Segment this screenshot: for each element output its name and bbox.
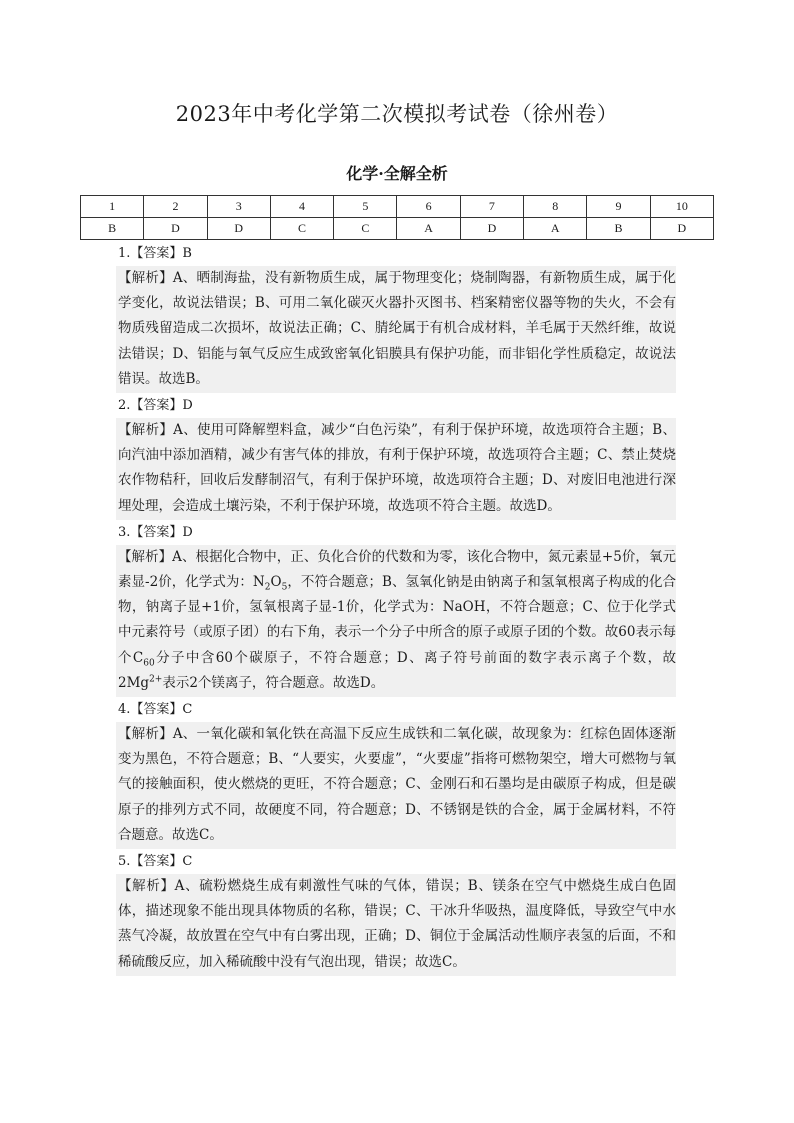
table-cell-answer: D: [207, 218, 270, 240]
table-cell-answer: D: [650, 218, 713, 240]
answer-label: 2.【答案】D: [118, 398, 193, 414]
answer-table-numbers-row: [81, 196, 714, 218]
table-cell-number: 3: [207, 196, 270, 218]
page-subtitle: 化学·全解全析: [346, 164, 448, 183]
answer-label: 3.【答案】D: [118, 524, 193, 540]
answer-label: 5.【答案】C: [118, 854, 193, 870]
table-cell-number: 1: [81, 196, 144, 218]
table-cell-answer: D: [460, 218, 523, 240]
explanation-block: 【解析】A、硫粉燃烧生成有刺激性气味的气体，错误；B、镁条在空气中燃烧生成白色固体，描述现象不能出现具体物质的名称，错误；C、干冰升华吸热，温度降低，导致空气中水蒸气冷凝，故放置在空气中有白雾出现，正确；D、铜位于金属活动性顺序表氢的后面，不和稀硫酸反应，加入稀硫酸中没有气泡出现，错误；故选C。: [116, 874, 676, 976]
superscript: 2+: [149, 674, 163, 685]
table-cell-answer: A: [524, 218, 587, 240]
explanation-block: 【解析】A、晒制海盐，没有新物质生成，属于物理变化；烧制陶器，有新物质生成，属于化学变化，故说法错误；B、可用二氧化碳灭火器扑灭图书、档案精密仪器等物的失火，不会有物质残留造成二次损坏，故说法正确；C、腈纶属于有机合成材料，羊毛属于天然纤维，故说法错误；D、铝能与氧气反应生成致密氧化铝膜具有保护功能，而非铝化学性质稳定，故说法错误。故选B。: [116, 266, 676, 393]
table-cell-number: 5: [334, 196, 397, 218]
explanation-block: 【解析】A、一氧化碳和氧化铁在高温下反应生成铁和二氧化碳，故现象为：红棕色固体逐渐变为黑色，不符合题意；B、“人要实，火要虚”，“火要虚”指将可燃物架空，增大可燃物与氧气的接触面积，使火燃烧的更旺，不符合题意；C、金刚石和石墨均是由碳原子构成，但是碳原子的排列方式不同，故硬度不同，符合题意；D、不锈钢是铁的合金，属于金属材料，不符合题意。故选C。: [116, 722, 676, 849]
answer-label: 1.【答案】B: [118, 246, 192, 261]
table-cell-number: 8: [524, 196, 587, 218]
explanation-block: [116, 545, 676, 697]
explanation-text: 【解析】A、根据化合物中，正、负化合价的代数和为零，该化合物中，氮元素显+5价，氧元素显-2价，化学式为：N: [118, 548, 676, 591]
subscript: 60: [143, 658, 155, 669]
page-title: 2023年中考化学第二次模拟考试卷（徐州卷）: [175, 102, 619, 126]
subscript: 2: [264, 582, 271, 593]
explanation-text: 分子中含60个碳原子，不符合题意；D、离子符号前面的数字表示离子个数，故2Mg: [118, 649, 676, 691]
answer-table: [80, 195, 714, 240]
subscript: 5: [281, 582, 288, 593]
answer-table-answers-row: [81, 218, 714, 240]
table-cell-number: 2: [144, 196, 207, 218]
table-cell-answer: C: [334, 218, 397, 240]
table-cell-answer: D: [144, 218, 207, 240]
table-cell-number: 9: [587, 196, 650, 218]
table-cell-number: 10: [650, 196, 713, 218]
explanation-block: 【解析】A、使用可降解塑料盒，减少“白色污染”，有利于保护环境，故选项符合主题；B、向汽油中添加酒精，减少有害气体的排放，有利于保护环境，故选项符合主题；C、禁止焚烧农作物秸秆，回收后发酵制沼气，有利于保护环境，故选项符合主题；D、对废旧电池进行深埋处理，会造成土壤污染，不利于保护环境，故选项不符合主题。故选D。: [116, 418, 676, 520]
table-cell-answer: C: [270, 218, 333, 240]
table-cell-answer: B: [81, 218, 144, 240]
table-cell-answer: A: [397, 218, 460, 240]
answer-label: 4.【答案】C: [118, 702, 193, 718]
explanation-text: 表示2个镁离子，符合题意。故选D。: [162, 674, 385, 691]
table-cell-number: 7: [460, 196, 523, 218]
table-cell-number: 4: [270, 196, 333, 218]
explanation-text: O: [270, 574, 282, 591]
explanation-text: ，不符合题意；B、氢氧化钠是由钠离子和氢氧根离子构成的化合物，钠离子显+1价，氢氧根离子显-1价，化学式为：NaOH，不符合题意；C、位于化学式中元素符号（或原子团）的右下角，表示一个分子中所含的原子或原子团的个数。故60表示每个C: [118, 574, 676, 666]
table-cell-number: 6: [397, 196, 460, 218]
table-cell-answer: B: [587, 218, 650, 240]
solutions-section: [118, 244, 676, 979]
